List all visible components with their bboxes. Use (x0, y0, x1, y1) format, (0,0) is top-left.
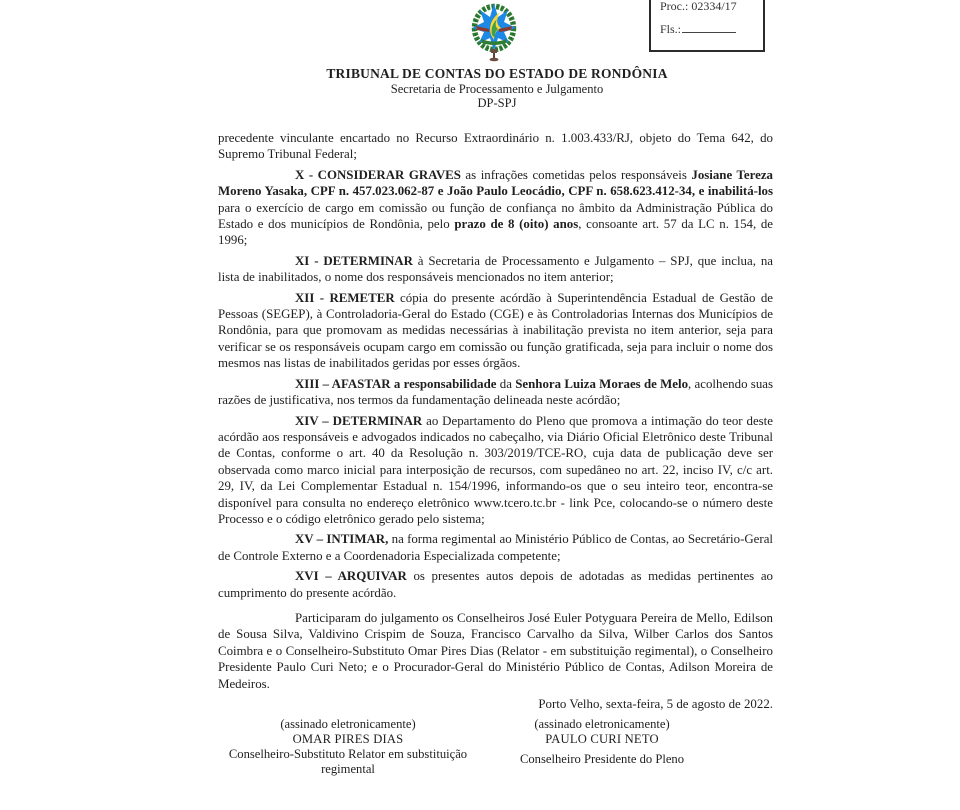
body-paragraph: XI - DETERMINAR à Secretaria de Processamento e Julgamento – SPJ, que inclua, na lista de inabilitados, o nome dos responsáveis mencionados no item anterior; (218, 253, 773, 285)
body-paragraph: X - CONSIDERAR GRAVES as infrações cometidas pelos responsáveis Josiane Tereza Moreno Yasaka, CPF n. 457.023.062-87 e João Paulo Leocádio, CPF n. 658.623.412-34, e inabilitá-los para o exercício de cargo em comissão ou função de confiança no âmbito da Administração Pública do Estado e dos municípios de Rondônia, pelo prazo de 8 (oito) anos, consoante art. 57 da LC n. 154, de 1996; (218, 167, 774, 248)
signature-note: (assinado eletronicamente) (280, 717, 416, 732)
process-stamp-box (649, 0, 765, 52)
signature-president (482, 717, 722, 767)
body-paragraph: Participaram do julgamento os Conselheiros José Euler Potyguara Pereira de Mello, Edilson de Sousa Silva, Valdivino Crispim de Souza, Francisco Carvalho da Silva, Wilber Carlos dos Santos Coimbra e o Conselheiro-Substituto Omar Pires Dias (Relator - em substituição regimental), o Conselheiro Presidente Paulo Curi Neto; e o Procurador-Geral do Ministério Público de Contas, Adilson Moreira de Medeiros. (218, 610, 773, 691)
document-body (218, 130, 773, 789)
folio-blank-line (682, 21, 736, 33)
body-paragraph: XIV – DETERMINAR ao Departamento do Pleno que promova a intimação do teor deste acórdão aos responsáveis e advogados indicados no cabeçalho, via Diário Oficial Eletrônico deste Tribunal de Contas, conforme o art. 40 da Resolução n. 303/2019/TCE-RO, cuja data de publicação deve ser observada como marco inicial para interposição de recursos, com supedâneo no art. 22, inciso IV, c/c art. 29, IV, da Lei Complementar Estadual n. 154/1996, informando-os que o seu inteiro teor, encontra-se disponível para consulta no endereço eletrônico www.tcero.tc.br - link Pce, colocando-se o número deste Processo e o código eletrônico gerado pelo sistema; (218, 413, 773, 526)
dateline: Porto Velho, sexta-feira, 5 de agosto de 2022. (538, 697, 773, 711)
body-paragraph: XII - REMETER cópia do presente acórdão à Superintendência Estadual de Gestão de Pessoas (SEGEP), à Controladoria-Geral do Estado (CGE) e às Controladorias Internas dos Municípios de Rondônia, para que promovam as medidas necessárias à inabilitação prevista no item anterior, seja para verificar se os responsáveis ocupam cargo em comissão ou função gratificada, seja para incluir o nome dos mesmos nas listas de inabilitados geridas por esses órgãos. (218, 290, 773, 371)
signatory-name: PAULO CURI NETO (545, 732, 659, 747)
signature-rapporteur (218, 717, 478, 776)
body-paragraph: precedente vinculante encartado no Recurso Extraordinário n. 1.003.433/RJ, objeto do Tema 642, do Supremo Tribunal Federal; (218, 131, 773, 162)
rondonia-coat-of-arms-icon (471, 2, 517, 62)
org-department: Secretaria de Processamento e Julgamento (390, 82, 604, 96)
signatory-name: OMAR PIRES DIAS (292, 732, 404, 747)
org-name: TRIBUNAL DE CONTAS DO ESTADO DE RONDÔNIA (326, 66, 668, 81)
signature-block (218, 717, 773, 789)
signature-note: (assinado eletronicamente) (534, 717, 670, 732)
ruling-paragraphs (218, 130, 773, 692)
signatory-title: Conselheiro-Substituto Relator em substituição regimental (228, 747, 468, 776)
signatory-title: Conselheiro Presidente do Pleno (519, 752, 685, 767)
process-number: Proc.: 02334/17 (660, 0, 737, 13)
org-unit: DP-SPJ (477, 96, 517, 110)
body-paragraph: XVI – ARQUIVAR os presentes autos depois de adotadas as medidas pertinentes ao cumprimento do presente acórdão. (218, 569, 773, 600)
letterhead (218, 66, 776, 110)
folio-label: Fls.: (660, 22, 682, 36)
folio-field (660, 21, 736, 37)
body-paragraph: XV – INTIMAR, na forma regimental ao Ministério Público de Contas, ao Secretário-Geral de Controle Externo e a Coordenadoria Especializada competente; (218, 532, 773, 563)
body-paragraph: XIII – AFASTAR a responsabilidade da Senhora Luiza Moraes de Melo, acolhendo suas razões de justificativa, nos termos da fundamentação delineada neste acórdão; (218, 376, 773, 408)
